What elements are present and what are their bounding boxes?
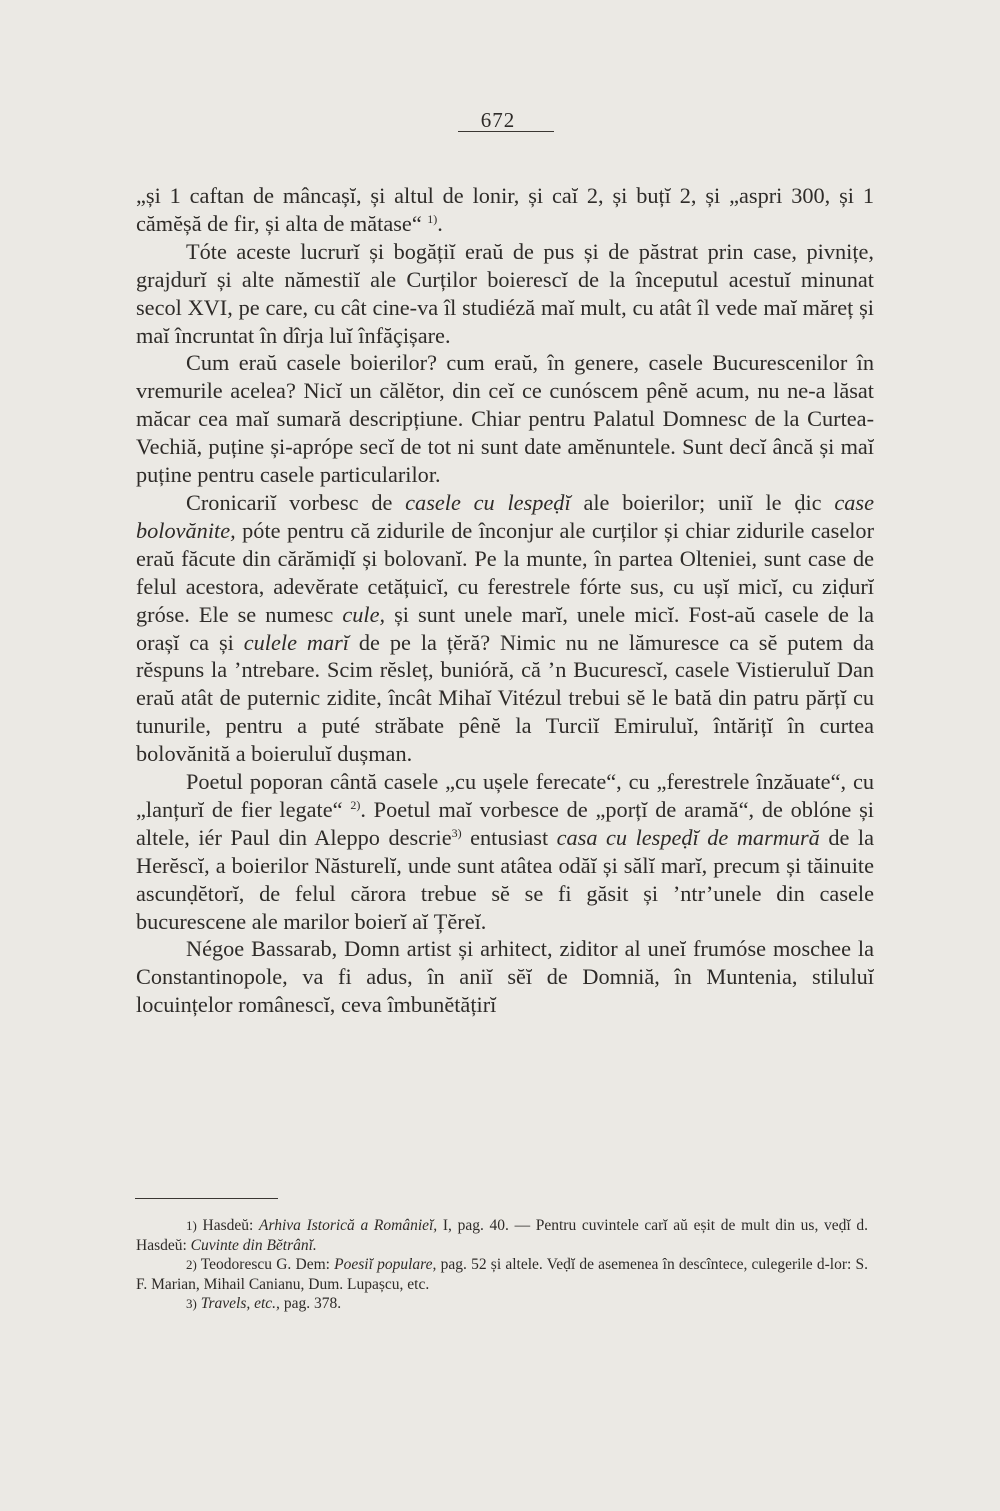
text-run: Négoe Bassarab, Domn artist și arhitect, ziditor al uneĭ frumóse moschee la Constantinopole, va fi adus, în aniĭ sĕĭ de Domniă, în Muntenia, stiluluĭ locuințelor românescĭ, ceva îmbunĕtățirĭ	[136, 936, 874, 1018]
italic-text: casele cu lespeḍĭ	[405, 489, 571, 515]
text-run: . Poetul maĭ vorbesce de „porțĭ de aramă“, de oblóne și altele, iér Paul din Aleppo descrie	[136, 796, 874, 850]
text-run: de pe la țĕră? Nimic nu ne lămuresce ca sĕ putem da rĕspuns la ’ntrebare. Scim rĕsleț, bunióră, că ’n Bucurescĭ, casele Vistieruluĭ Dan eraŭ atât de puternic zidite, încât Mihaĭ Vitézul trebui sĕ le bată din patru părțĭ cu tunurile, pentru a puté străbate pênĕ la Turciĭ Emiruluĭ, întărițĭ în curtea bolovănită a boieruluĭ dușman.	[136, 629, 874, 767]
text-run: pag. 378.	[279, 1295, 342, 1312]
body-text	[136, 182, 874, 1019]
footnote	[136, 1294, 868, 1314]
footnote	[136, 1216, 868, 1255]
footnote-reference: 3)	[451, 825, 462, 840]
text-run: de la Herĕscĭ, a boierilor Năsturelĭ, unde sunt atâtea odăĭ și sălĭ marĭ, precum și tăinuite ascunḍĕtorĭ, de felul cărora trebue sĕ se fi găsit și ’ntr’unele din casele bucurescene ale marilor boierĭ aĭ Țĕreĭ.	[136, 824, 874, 934]
paragraph	[136, 182, 874, 238]
text-run: Poetul poporan cântă casele „cu ușele ferecate“, cu „ferestrele înzăuate“, cu „lanțurĭ de fier legate“	[136, 769, 874, 822]
footnote-reference: 1)	[427, 211, 438, 226]
text-run: „și 1 caftan de mâncașĭ, și altul de lonir, și caĭ 2, și buțĭ 2, și „aspri 300, și 1 cămĕșă de fir, și alta de mătase“	[136, 183, 874, 236]
text-run: entusiast	[461, 824, 557, 850]
italic-text: casa cu lespeḍĭ de marmură	[556, 824, 820, 850]
footnote-number: 3)	[186, 1296, 197, 1311]
text-run: Teodorescu G. Dem:	[196, 1256, 335, 1273]
text-run: Cum eraŭ casele boierilor? cum eraŭ, în genere, casele Bucurescenilor în vremurile acelea? Nicĭ un călĕtor, din ceĭ ce cunóscem pênĕ acum, nu ne-a lăsat măcar cea maĭ sumară descripțiune. Chiar pentru Palatul Domnesc de la Curtea-Vechiă, puține și-aprópe secĭ de tot ni sunt date amĕnuntele. Sunt decĭ âncă și maĭ puține pentru casele particularilor.	[136, 350, 874, 488]
paragraph	[136, 349, 874, 489]
page-number: 672	[480, 108, 516, 132]
text-run: ale boierilor; uniĭ le ḍic	[570, 489, 835, 515]
paragraph	[136, 935, 874, 1019]
italic-text: case bolovănite,	[136, 489, 874, 543]
footnote-number: 1)	[186, 1218, 197, 1233]
italic-text: Cuvinte din Bĕtrânĭ.	[190, 1236, 317, 1254]
footnote-rule	[135, 1198, 278, 1199]
footnotes	[136, 1216, 868, 1314]
text-run: póte pentru că zidurile de înconjur ale curților și chiar zidurile caselor eraŭ făcute din cărămiḍĭ și bolovanĭ. Pe la munte, în partea Olteniei, sunt case de felul acestora, adevĕrate cetățuicĭ, cu ferestrele fórte sus, cu ușĭ micĭ, cu ziḍurĭ gróse. Ele se numesc	[136, 517, 874, 627]
text-run: Hasdeŭ:	[196, 1217, 259, 1234]
text-run: și sunt unele marĭ, unele micĭ. Fost-aŭ casele de la orașĭ ca și	[136, 601, 874, 655]
paragraph	[136, 489, 874, 768]
text-run: I, pag. 40. — Pentru cuvintele carĭ aŭ eșit de mult din us, veḍĭ d. Hasdeŭ:	[136, 1217, 868, 1254]
italic-text: cule,	[342, 601, 386, 627]
footnote-reference: 2)	[350, 797, 361, 812]
italic-text: culele marĭ	[243, 629, 349, 655]
text-run: Tóte aceste lucrurĭ și bogățiĭ eraŭ de pus și de păstrat prin case, pivnițe, grajdurĭ și alte nămestiĭ ale Curților boierescĭ de la începutul acestuĭ minunat secol XVI, pe care, cu cât cine-va îl studiéză maĭ mult, cu atât îl vede maĭ măreț și maĭ încruntat în dîrja luĭ înfăçișare.	[136, 238, 874, 348]
paragraph	[136, 238, 874, 350]
italic-text: Arhiva Istorică a Românieĭ,	[259, 1217, 438, 1234]
italic-text: Poesiĭ populare,	[334, 1256, 437, 1273]
paragraph	[136, 768, 874, 935]
footnote-number: 2)	[186, 1257, 197, 1272]
text-run: .	[437, 210, 443, 236]
text-run: Cronicariĭ vorbesc de	[186, 489, 406, 515]
page-number-rule	[458, 131, 554, 132]
footnote	[136, 1255, 868, 1294]
text-run: pag. 52 și altele. Veḍĭ de asemenea în descîntece, culegerile d-lor: S. F. Marian, Mihail Canianu, Dum. Lupașcu, etc.	[136, 1256, 869, 1293]
italic-text: Travels, etc.,	[200, 1295, 280, 1312]
